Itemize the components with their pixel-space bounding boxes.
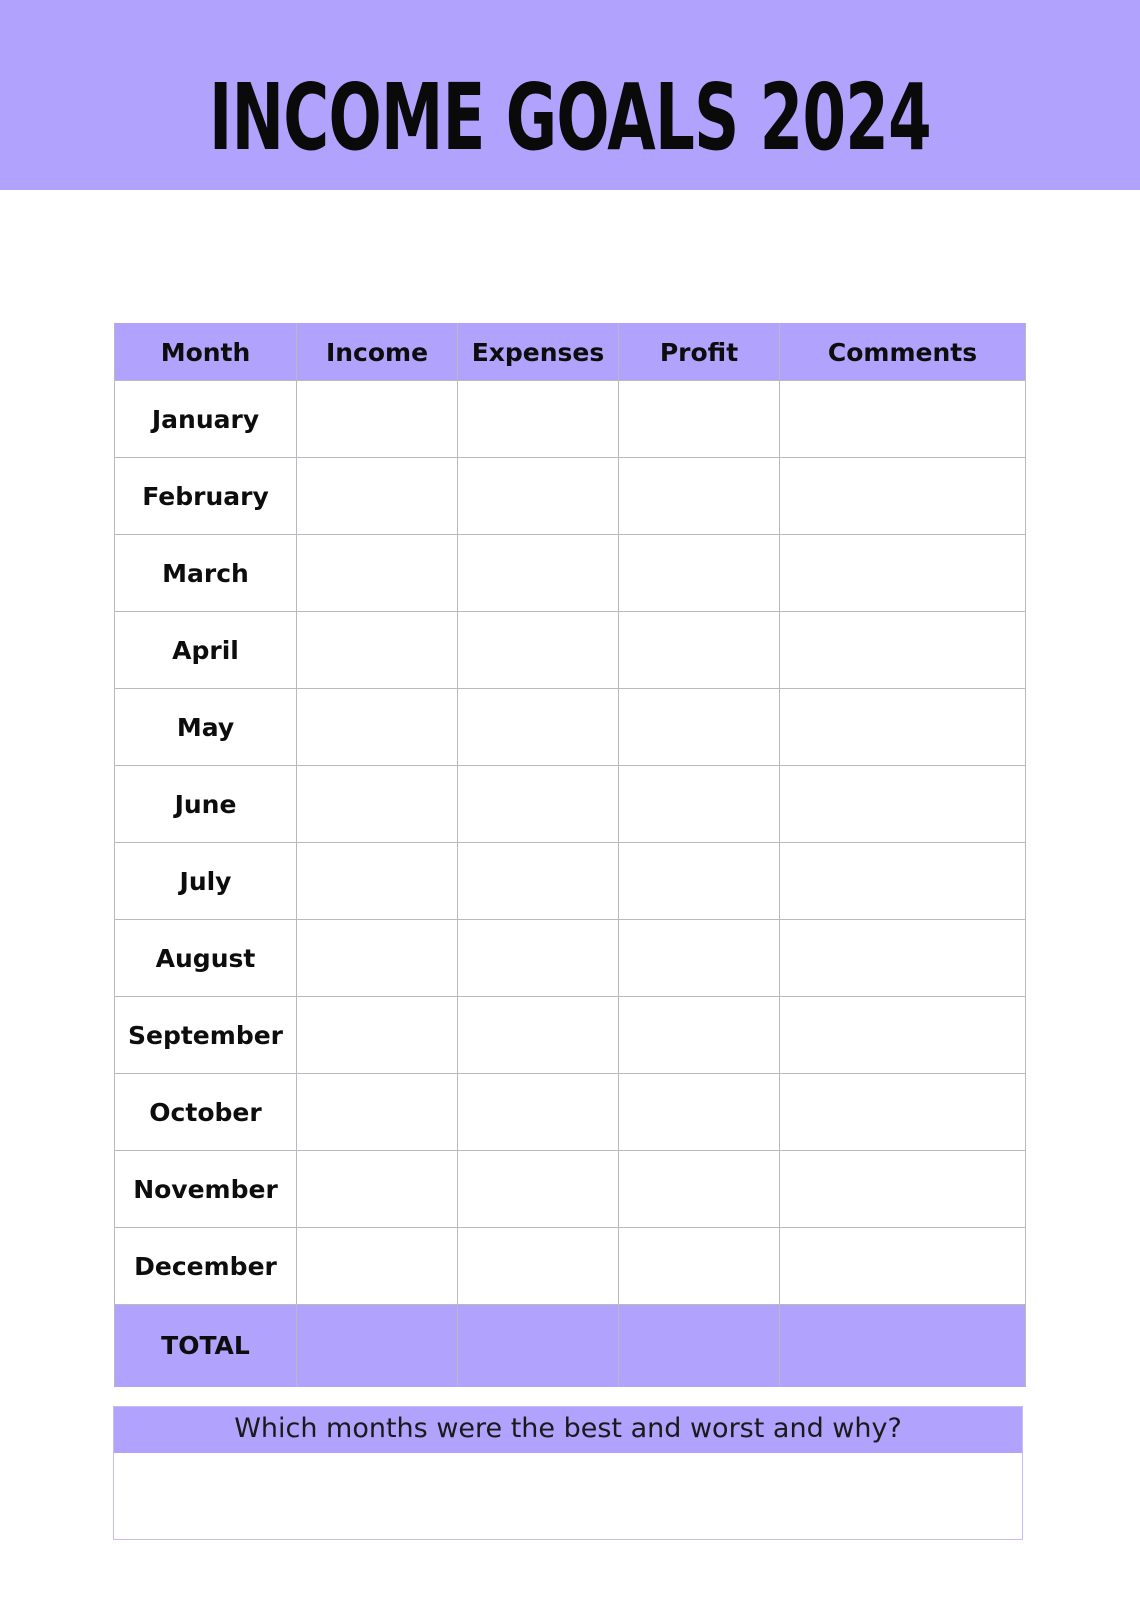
table-row [115,535,1026,612]
month-label: November [115,1151,297,1228]
total-profit-cell[interactable] [619,1305,780,1387]
expenses-cell[interactable] [458,535,619,612]
month-label: February [115,458,297,535]
comments-cell[interactable] [780,1151,1026,1228]
header-profit: Profit [619,324,780,381]
month-label: June [115,766,297,843]
table-row [115,920,1026,997]
month-label: May [115,689,297,766]
table-row [115,1151,1026,1228]
month-label: July [115,843,297,920]
income-cell[interactable] [297,689,458,766]
total-row [115,1305,1026,1387]
income-cell[interactable] [297,920,458,997]
expenses-cell[interactable] [458,381,619,458]
reflection-question: Which months were the best and worst and why? [114,1407,1022,1453]
expenses-cell[interactable] [458,920,619,997]
income-cell[interactable] [297,381,458,458]
table-header-row [115,324,1026,381]
comments-cell[interactable] [780,997,1026,1074]
income-cell[interactable] [297,612,458,689]
month-label: December [115,1228,297,1305]
reflection-answer-area[interactable] [114,1453,1022,1539]
profit-cell[interactable] [619,1074,780,1151]
profit-cell[interactable] [619,535,780,612]
comments-cell[interactable] [780,920,1026,997]
page-title: INCOME GOALS 2024 [208,64,932,171]
income-cell[interactable] [297,843,458,920]
income-cell[interactable] [297,1228,458,1305]
table-row [115,1228,1026,1305]
table-row [115,1074,1026,1151]
table-row [115,381,1026,458]
comments-cell[interactable] [780,381,1026,458]
expenses-cell[interactable] [458,458,619,535]
month-label: October [115,1074,297,1151]
table-row [115,766,1026,843]
profit-cell[interactable] [619,920,780,997]
comments-cell[interactable] [780,1074,1026,1151]
profit-cell[interactable] [619,612,780,689]
header-income: Income [297,324,458,381]
profit-cell[interactable] [619,843,780,920]
header-expenses: Expenses [458,324,619,381]
income-cell[interactable] [297,1074,458,1151]
expenses-cell[interactable] [458,766,619,843]
header-month: Month [115,324,297,381]
comments-cell[interactable] [780,689,1026,766]
expenses-cell[interactable] [458,689,619,766]
table-row [115,843,1026,920]
table-row [115,612,1026,689]
comments-cell[interactable] [780,612,1026,689]
expenses-cell[interactable] [458,843,619,920]
month-label: March [115,535,297,612]
expenses-cell[interactable] [458,1151,619,1228]
total-income-cell[interactable] [297,1305,458,1387]
table-row [115,458,1026,535]
reflection-box [113,1406,1023,1540]
profit-cell[interactable] [619,1228,780,1305]
table-row [115,689,1026,766]
month-label: January [115,381,297,458]
month-label: August [115,920,297,997]
profit-cell[interactable] [619,997,780,1074]
expenses-cell[interactable] [458,1228,619,1305]
profit-cell[interactable] [619,766,780,843]
comments-cell[interactable] [780,535,1026,612]
income-goals-table [114,323,1026,1387]
profit-cell[interactable] [619,458,780,535]
profit-cell[interactable] [619,381,780,458]
month-label: September [115,997,297,1074]
income-cell[interactable] [297,997,458,1074]
total-label: TOTAL [115,1305,297,1387]
income-cell[interactable] [297,766,458,843]
profit-cell[interactable] [619,689,780,766]
comments-cell[interactable] [780,843,1026,920]
income-cell[interactable] [297,1151,458,1228]
comments-cell[interactable] [780,766,1026,843]
month-label: April [115,612,297,689]
expenses-cell[interactable] [458,997,619,1074]
comments-cell[interactable] [780,1228,1026,1305]
comments-cell[interactable] [780,458,1026,535]
table-row [115,997,1026,1074]
expenses-cell[interactable] [458,612,619,689]
income-cell[interactable] [297,458,458,535]
total-comments-cell[interactable] [780,1305,1026,1387]
profit-cell[interactable] [619,1151,780,1228]
income-cell[interactable] [297,535,458,612]
header-comments: Comments [780,324,1026,381]
expenses-cell[interactable] [458,1074,619,1151]
total-expenses-cell[interactable] [458,1305,619,1387]
